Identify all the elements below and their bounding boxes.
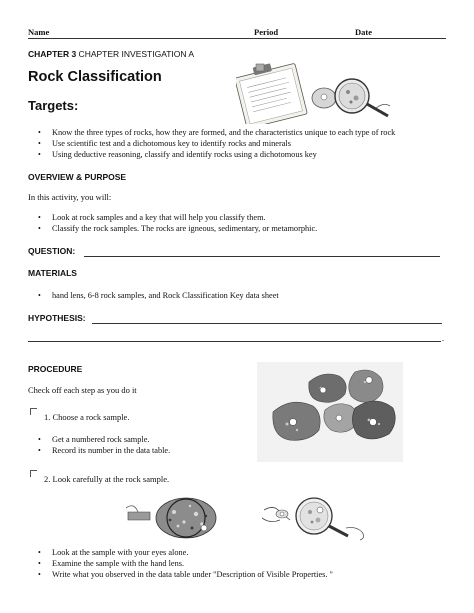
step-1-label: 1. Choose a rock sample. xyxy=(44,412,130,422)
targets-list xyxy=(28,127,395,160)
targets-heading: Targets: xyxy=(28,98,79,113)
overview-list xyxy=(28,212,317,234)
overview-heading: OVERVIEW & PURPOSE xyxy=(28,172,127,182)
materials-heading: MATERIALS xyxy=(28,268,77,278)
clipboard-hand-lens-illustration xyxy=(236,58,394,124)
hypothesis-line-2[interactable] xyxy=(28,341,441,342)
step-1-item: • Get a numbered rock sample. xyxy=(28,434,170,445)
hypothesis-label: HYPOTHESIS: xyxy=(28,313,86,323)
period-label: Period xyxy=(254,27,279,37)
rock-samples-photo xyxy=(257,362,403,462)
step-2-item: • Write what you observed in the data table under "Description of Visible Properties. " xyxy=(28,569,333,580)
step-1-checkbox[interactable] xyxy=(30,408,37,415)
step-2-label: 2. Look carefully at the rock sample. xyxy=(44,474,170,484)
overview-item: • Look at rock samples and a key that will help you classify them. xyxy=(28,212,317,223)
rock-hand-lens-photo xyxy=(126,492,218,542)
step-1-list xyxy=(28,434,170,456)
materials-list xyxy=(28,290,279,301)
chapter-number: CHAPTER 3 xyxy=(28,49,77,59)
overview-item: • Classify the rock samples. The rocks are igneous, sedimentary, or metamorphic. xyxy=(28,223,317,234)
materials-item: • hand lens, 6-8 rock samples, and Rock Classification Key data sheet xyxy=(28,290,279,301)
question-label: QUESTION: xyxy=(28,246,76,256)
step-2-item: • Look at the sample with your eyes alone. xyxy=(28,547,333,558)
hypothesis-line-1[interactable] xyxy=(92,323,442,324)
hand-lens-sketch xyxy=(262,492,374,542)
chapter-line xyxy=(28,49,194,59)
target-item: • Know the three types of rocks, how they are formed, and the characteristics unique to each type of rock xyxy=(28,127,395,138)
target-item: • Using deductive reasoning, classify and identify rocks using a dichotomous key xyxy=(28,149,395,160)
name-label: Name xyxy=(28,27,50,37)
target-item: • Use scientific test and a dichotomous key to identify rocks and minerals xyxy=(28,138,395,149)
header-rule xyxy=(28,38,446,39)
step-2-list xyxy=(28,547,333,580)
procedure-heading: PROCEDURE xyxy=(28,364,83,374)
question-answer-line[interactable] xyxy=(84,256,440,257)
chapter-subtitle: CHAPTER INVESTIGATION A xyxy=(76,49,195,59)
date-label: Date xyxy=(355,27,372,37)
step-1-item: • Record its number in the data table. xyxy=(28,445,170,456)
step-2-checkbox[interactable] xyxy=(30,470,37,477)
hypothesis-end-mark: . xyxy=(442,333,445,343)
step-2-item: • Examine the sample with the hand lens. xyxy=(28,558,333,569)
overview-intro: In this activity, you will: xyxy=(28,192,112,202)
page-title: Rock Classification xyxy=(28,69,162,85)
procedure-intro: Check off each step as you do it xyxy=(28,385,137,395)
